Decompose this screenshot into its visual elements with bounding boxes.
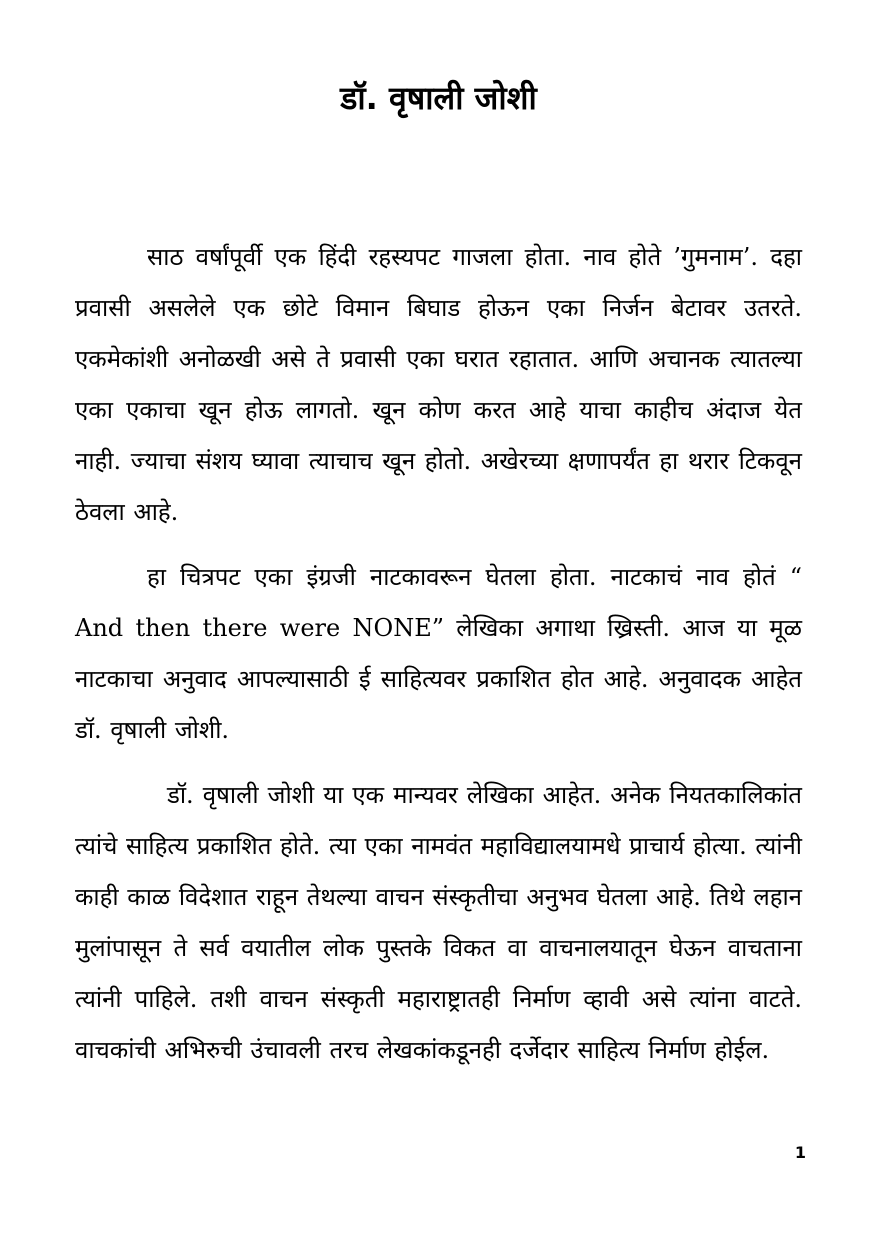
page-number: 1 bbox=[794, 1143, 806, 1162]
paragraph-translator-bio: डॉ. वृषाली जोशी या एक मान्यवर लेखिका आहेत. अनेक नियतकालिकांत त्यांचे साहित्य प्रकाशित होते. त्या एका नामवंत महाविद्यालयामधे प्राचार्य होत्या. त्यांनी काही काळ विदेशात राहून तेथल्या वाचन संस्कृतीचा अनुभव घेतला आहे. तिथे लहान मुलांपासून ते सर्व वयातील लोक पुस्तके विकत वा वाचनालयातून घेऊन वाचताना त्यांनी पाहिले. तशी वाचन संस्कृती महाराष्ट्रातही निर्माण व्हावी असे त्यांना वाटते. वाचकांची अभिरुची उंचावली तरच लेखकांकडूनही दर्जेदार साहित्य निर्माण होईल. bbox=[75, 781, 802, 1064]
document-title: डॉ. वृषाली जोशी bbox=[340, 79, 537, 117]
document-body bbox=[75, 232, 802, 1090]
paragraph-gumnam-intro: साठ वर्षांपूर्वी एक हिंदी रहस्यपट गाजला होता. नाव होते ’गुमनाम’. दहा प्रवासी असलेले एक छोटे विमान बिघाड होऊन एका निर्जन बेटावर उतरते. एकमेकांशी अनोळखी असे ते प्रवासी एका घरात रहातात. आणि अचानक त्यातल्या एका एकाचा खून होऊ लागतो. खून कोण करत आहे याचा काहीच अंदाज येत नाही. ज्याचा संशय घ्यावा त्याचाच खून होतो. अखेरच्या क्षणापर्यंत हा थरार टिकवून ठेवला आहे. bbox=[75, 243, 802, 526]
paragraph-source-play: हा चित्रपट एका इंग्रजी नाटकावरून घेतला होता. नाटकाचं नाव होतं “ And then there were NONE” लेखिका अगाथा ख्रिस्ती. आज या मूळ नाटकाचा अनुवाद आपल्यासाठी ई साहित्यवर प्रकाशित होत आहे. अनुवादक आहेत डॉ. वृषाली जोशी. bbox=[75, 563, 802, 744]
